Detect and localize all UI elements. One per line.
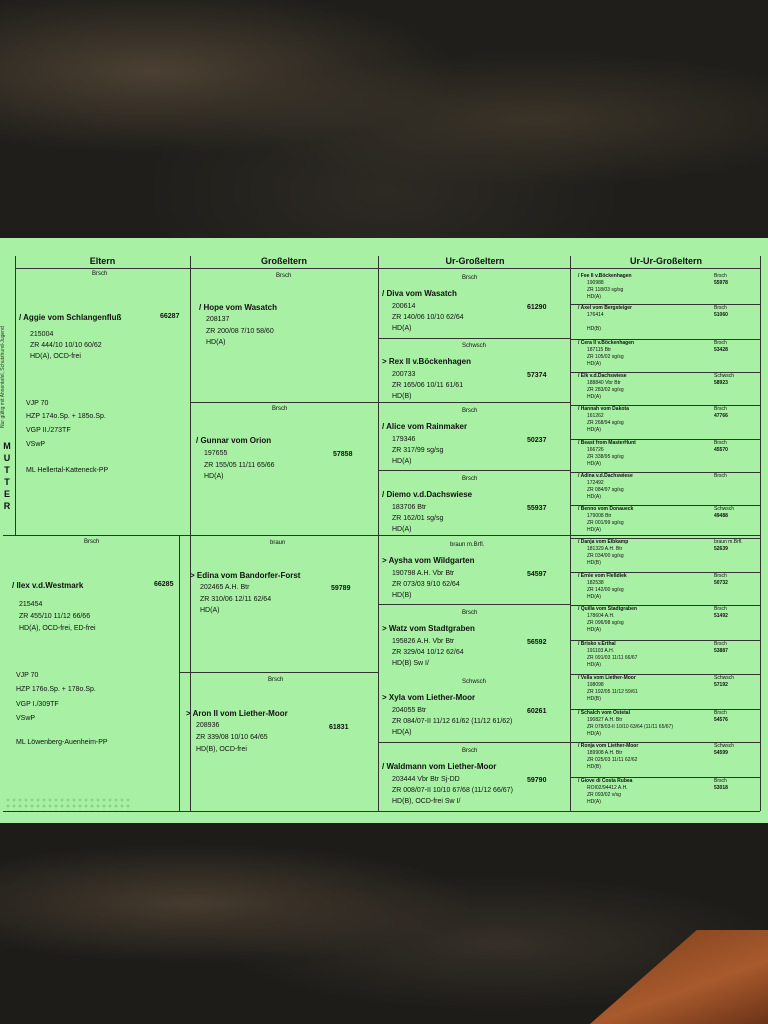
great-grandparent-color: Brsch <box>462 748 478 754</box>
great-grandparent-number: 61290 <box>527 304 547 311</box>
parent-vswp: VSwP <box>16 715 36 722</box>
grid-line <box>179 672 378 673</box>
great-great-grandparent-number: 53428 <box>714 347 728 353</box>
braille-embossing <box>5 797 130 811</box>
great-great-grandparent-hd: HD(A) <box>587 494 601 500</box>
grandparent-name: / Gunnar vom Orion <box>196 436 272 445</box>
grid-line <box>378 338 570 339</box>
great-grandparent-color: braun m.Brfl. <box>450 542 485 548</box>
great-great-grandparent-reg: 178604 A.H. <box>587 613 615 619</box>
great-great-grandparent-zr: ZR 001/99 sg/sg <box>587 520 624 526</box>
grid-line <box>760 256 761 811</box>
great-great-grandparent-name: / Ernie vom Fleßdiek <box>578 573 627 579</box>
great-great-grandparent-zr: ZR 025/03 11/11 62/62 <box>587 757 638 763</box>
parent-hzp: HZP 174o.Sp. + 185o.Sp. <box>26 413 106 420</box>
great-grandparent-hd: HD(B) <box>392 393 412 400</box>
parent-zr: ZR 444/10 10/10 60/62 <box>30 342 102 349</box>
parent-reg: 215454 <box>19 601 43 608</box>
parent-vswp: VSwP <box>26 441 46 448</box>
great-great-grandparent-number: 58923 <box>714 380 728 386</box>
great-grandparent-zr: ZR 084/07-II 11/12 61/62 (11/12 61/62) <box>392 718 513 725</box>
great-great-grandparent-color: braun m.Brfl. <box>714 539 743 545</box>
parent-vgp: VGP I./309TF <box>16 701 59 708</box>
great-great-grandparent-color: Brsch <box>714 573 727 579</box>
header-ururgrosseltern: Ur-Ur-Großeltern <box>572 256 760 269</box>
great-great-grandparent-name: / Ronja vom Liether-Moor <box>578 743 639 749</box>
parent-hzp: HZP 176o.Sp. + 178o.Sp. <box>16 686 96 693</box>
great-grandparent-name: > Watz vom Stadtgraben <box>382 624 475 633</box>
parent-reg: 215004 <box>30 331 54 338</box>
great-grandparent-hd: HD(B) Sw I/ <box>392 660 429 667</box>
great-great-grandparent-hd: HD(A) <box>587 662 601 668</box>
parent-ml: ML Löwenberg-Auenheim-PP <box>16 739 108 746</box>
grandparent-zr: ZR 155/05 11/11 65/66 <box>204 462 275 469</box>
grandparent-hd: HD(A) <box>204 473 224 480</box>
great-great-grandparent-number: 45570 <box>714 447 728 453</box>
great-great-grandparent-zr: ZR 338/95 sg/sg <box>587 454 624 460</box>
great-great-grandparent-name: / Axel vom Bergsteiger <box>578 305 633 311</box>
grandparent-name: > Edina vom Bandorfer-Forst <box>190 571 301 580</box>
header-urgrosseltern: Ur-Großeltern <box>380 256 570 269</box>
great-grandparent-name: > Aysha vom Wildgarten <box>382 556 475 565</box>
grandparent-hd: HD(B), OCD-frei <box>196 746 247 753</box>
parent-number: 66287 <box>160 313 180 320</box>
great-great-grandparent-color: Brsch <box>714 641 727 647</box>
great-great-grandparent-hd: HD(A) <box>587 731 601 737</box>
grandparent-name: > Aron II vom Liether-Moor <box>186 709 288 718</box>
great-great-grandparent-number: 57192 <box>714 682 728 688</box>
great-great-grandparent-hd: HD(A) <box>587 427 601 433</box>
great-great-grandparent-reg: 189908 A.H. Btr <box>587 750 623 756</box>
great-great-grandparent-name: / Quilla vom Stadtgraben <box>578 606 637 612</box>
great-great-grandparent-hd: HD(A) <box>587 361 601 367</box>
grid-line <box>378 604 570 605</box>
parent-number: 66285 <box>154 581 174 588</box>
great-grandparent-number: 54597 <box>527 571 547 578</box>
great-great-grandparent-reg: 176414 <box>587 312 604 318</box>
parent-name: / Ilex v.d.Westmark <box>12 581 84 590</box>
grid-line <box>15 256 16 535</box>
great-grandparent-name: / Diemo v.d.Dachswiese <box>382 490 473 499</box>
great-great-grandparent-name: / Benno vom Donaueck <box>578 506 634 512</box>
great-grandparent-reg: 203444 Vbr Btr Sj-DD <box>392 776 460 783</box>
great-great-grandparent-name: / Schalch vom Ostetal <box>578 710 630 716</box>
great-grandparent-reg: 200733 <box>392 371 416 378</box>
great-great-grandparent-color: Schwsch <box>714 373 735 379</box>
grid-line <box>378 742 570 743</box>
great-great-grandparent-color: Brsch <box>714 305 727 311</box>
great-great-grandparent-number: 47766 <box>714 413 728 419</box>
great-great-grandparent-zr: ZR 093/02 v/sg <box>587 792 621 798</box>
great-grandparent-hd: HD(A) <box>392 729 412 736</box>
great-great-grandparent-color: Brsch <box>714 340 727 346</box>
great-grandparent-hd: HD(B), OCD-frei Sw I/ <box>392 798 461 805</box>
grid-line <box>378 256 379 811</box>
grandparent-name: / Hope vom Wasatch <box>199 303 277 312</box>
great-grandparent-number: 60261 <box>527 708 547 715</box>
great-grandparent-color: Brsch <box>462 476 478 482</box>
great-great-grandparent-color: Brsch <box>714 273 727 279</box>
great-grandparent-number: 57374 <box>527 372 547 379</box>
great-great-grandparent-reg: 188840 Vbr Btr <box>587 380 621 386</box>
great-grandparent-number: 59790 <box>527 777 547 784</box>
grandparent-number: 59789 <box>331 585 351 592</box>
great-grandparent-reg: 204055 Btr <box>392 707 427 714</box>
great-great-grandparent-reg: ROI02/94412 A.H. <box>587 785 628 791</box>
great-great-grandparent-color: Brsch <box>714 606 727 612</box>
great-great-grandparent-zr: ZR 084/97 sg/sg <box>587 487 624 493</box>
parent-ml: ML Hellertal-Katteneck-PP <box>26 467 109 474</box>
great-grandparent-zr: ZR 165/06 10/11 61/61 <box>392 382 464 389</box>
great-great-grandparent-name: / Hannah vom Dakota <box>578 406 629 412</box>
great-great-grandparent-zr: ZR 118/03 sg/sg <box>587 287 624 293</box>
great-great-grandparent-hd: HD(A) <box>587 294 601 300</box>
great-grandparent-number: 50237 <box>527 437 547 444</box>
great-grandparent-zr: ZR 073/03 9/10 62/64 <box>392 581 460 588</box>
great-grandparent-zr: ZR 329/04 10/12 62/64 <box>392 649 464 656</box>
great-grandparent-color: Brsch <box>462 275 478 281</box>
great-great-grandparent-color: Brsch <box>714 778 727 784</box>
great-great-grandparent-color: Schwsch <box>714 743 735 749</box>
granite-countertop-top <box>0 0 768 238</box>
great-great-grandparent-reg: 191103 A.H. <box>587 648 615 654</box>
great-grandparent-reg: 200614 <box>392 303 416 310</box>
parent-color: Brsch <box>92 271 108 277</box>
great-grandparent-reg: 183706 Btr <box>392 504 427 511</box>
great-great-grandparent-number: 49488 <box>714 513 728 519</box>
grandparent-reg: 202465 A.H. Btr <box>200 584 250 591</box>
great-great-grandparent-color: Brsch <box>714 473 727 479</box>
great-great-grandparent-zr: ZR 096/98 sg/sg <box>587 620 624 626</box>
great-great-grandparent-color: Schwsch <box>714 506 735 512</box>
great-grandparent-number: 55937 <box>527 505 547 512</box>
great-grandparent-name: / Diva vom Wasatch <box>382 289 457 298</box>
great-great-grandparent-hd: HD(A) <box>587 394 601 400</box>
grid-line <box>190 256 191 811</box>
header-eltern: Eltern <box>15 256 190 269</box>
great-great-grandparent-name: / Adina v.d.Dachswiese <box>578 473 633 479</box>
great-great-grandparent-reg: 181329 A.H. Btr <box>587 546 623 552</box>
great-great-grandparent-name: / Danja vom Elbkamp <box>578 539 629 545</box>
great-grandparent-reg: 179346 <box>392 436 416 443</box>
great-great-grandparent-zr: ZR 078/03-II 10/10 63/64 (11/11 65/67) <box>587 724 673 730</box>
great-great-grandparent-zr: ZR 034/00 sg/sg <box>587 553 624 559</box>
grandparent-reg: 208936 <box>196 722 220 729</box>
great-great-grandparent-hd: HD(A) <box>587 461 601 467</box>
great-great-grandparent-color: Schwsch <box>714 675 735 681</box>
great-grandparent-hd: HD(A) <box>392 325 412 332</box>
great-great-grandparent-number: 53887 <box>714 648 728 654</box>
grandparent-color: braun <box>270 540 286 546</box>
great-grandparent-number: 56592 <box>527 639 547 646</box>
great-grandparent-reg: 190798 A.H. Vbr Btr <box>392 570 455 577</box>
great-great-grandparent-hd: HD(A) <box>587 627 601 633</box>
parent-hd: HD(A), OCD-frei, ED-frei <box>19 625 96 632</box>
pedigree-paper <box>0 238 768 823</box>
great-great-grandparent-number: 55978 <box>714 280 728 286</box>
great-great-grandparent-number: 54576 <box>714 717 728 723</box>
great-great-grandparent-name: / Elk v.d.Dachswiese <box>578 373 627 379</box>
great-great-grandparent-hd: HD(A) <box>587 799 601 805</box>
great-grandparent-name: / Alice vom Rainmaker <box>382 422 468 431</box>
grandparent-reg: 208137 <box>206 316 230 323</box>
great-great-grandparent-reg: 187115 Btr <box>587 347 612 353</box>
great-grandparent-zr: ZR 140/06 10/10 62/64 <box>392 314 464 321</box>
great-great-grandparent-hd: HD(A) <box>587 527 601 533</box>
parent-vjp: VJP 70 <box>16 672 39 679</box>
great-great-grandparent-number: 54599 <box>714 750 728 756</box>
grandparent-color: Brsch <box>276 273 292 279</box>
parent-color: Brsch <box>84 539 100 545</box>
grid-line <box>378 470 570 471</box>
grid-line <box>190 402 378 403</box>
grandparent-number: 57858 <box>333 451 353 458</box>
grandparent-color: Brsch <box>268 677 284 683</box>
grandparent-zr: ZR 339/08 10/10 64/65 <box>196 734 268 741</box>
great-great-grandparent-color: Brsch <box>714 710 727 716</box>
great-great-grandparent-zr: ZR 105/02 sg/sg <box>587 354 624 360</box>
great-great-grandparent-name: / Cera II v.Böckenhagen <box>578 340 635 346</box>
grid-line <box>15 268 760 269</box>
great-great-grandparent-reg: 166726 <box>587 447 604 453</box>
great-grandparent-name: / Waldmann vom Liether-Moor <box>382 762 497 771</box>
great-grandparent-color: Schwsch <box>462 679 487 685</box>
great-great-grandparent-name: / Fee II v.Böckenhagen <box>578 273 632 279</box>
great-grandparent-color: Schwsch <box>462 343 487 349</box>
great-great-grandparent-reg: 172492 <box>587 480 604 486</box>
great-great-grandparent-reg: 182538 <box>587 580 604 586</box>
great-great-grandparent-reg: 198098 <box>587 682 604 688</box>
great-grandparent-color: Brsch <box>462 408 478 414</box>
great-great-grandparent-reg: 190827 A.H. Btr <box>587 717 623 723</box>
great-grandparent-hd: HD(B) <box>392 592 412 599</box>
parent-hd: HD(A), OCD-frei <box>30 353 81 360</box>
grid-line <box>378 402 570 403</box>
grid-line <box>3 535 760 536</box>
header-grosseltern: Großeltern <box>190 256 378 269</box>
great-grandparent-zr: ZR 317/99 sg/sg <box>392 447 444 454</box>
parent-name: / Aggie vom Schlangenfluß <box>19 313 122 322</box>
great-grandparent-reg: 195826 A.H. Vbr Btr <box>392 638 455 645</box>
great-great-grandparent-name: / Giove di Costa Rubea <box>578 778 633 784</box>
great-great-grandparent-number: 52639 <box>714 546 728 552</box>
great-great-grandparent-reg: 179008 Btr <box>587 513 612 519</box>
great-great-grandparent-reg: 190988 <box>587 280 604 286</box>
great-great-grandparent-zr: ZR 268/94 sg/sg <box>587 420 624 426</box>
parent-zr: ZR 455/10 11/12 66/66 <box>19 613 91 620</box>
great-great-grandparent-number: 51492 <box>714 613 728 619</box>
great-great-grandparent-hd: HD(B) <box>587 696 601 702</box>
great-grandparent-color: Brsch <box>462 610 478 616</box>
great-great-grandparent-zr: ZR 142/00 sg/sg <box>587 587 624 593</box>
great-great-grandparent-hd: HD(A) <box>587 594 601 600</box>
great-great-grandparent-zr: ZR 091/03 11/11 66/67 <box>587 655 638 661</box>
great-great-grandparent-name: / Vella vom Liether-Moor <box>578 675 636 681</box>
great-great-grandparent-zr: ZR 192/05 11/12 59/61 <box>587 689 638 695</box>
grandparent-reg: 197655 <box>204 450 228 457</box>
grandparent-hd: HD(A) <box>206 339 226 346</box>
great-grandparent-name: > Xyla vom Liether-Moor <box>382 693 476 702</box>
grandparent-hd: HD(A) <box>200 607 220 614</box>
great-great-grandparent-zr: ZR 283/02 sg/sg <box>587 387 624 393</box>
great-great-grandparent-number: 51060 <box>714 312 728 318</box>
great-grandparent-name: > Rex II v.Böckenhagen <box>382 357 472 366</box>
grandparent-color: Brsch <box>272 406 288 412</box>
great-grandparent-hd: HD(A) <box>392 458 412 465</box>
parent-vjp: VJP 70 <box>26 400 49 407</box>
great-grandparent-hd: HD(A) <box>392 526 412 533</box>
grid-line <box>3 811 760 812</box>
mutter-label: M U T T E R <box>3 441 11 511</box>
great-great-grandparent-color: Brsch <box>714 440 727 446</box>
great-great-grandparent-color: Brsch <box>714 406 727 412</box>
great-great-grandparent-hd: HD(B) <box>587 560 601 566</box>
great-great-grandparent-name: / Brisko v.Erthal <box>578 641 616 647</box>
great-great-grandparent-number: 50732 <box>714 580 728 586</box>
grandparent-number: 61831 <box>329 724 349 731</box>
grandparent-zr: ZR 310/06 12/11 62/64 <box>200 596 272 603</box>
grid-line <box>179 535 180 811</box>
great-grandparent-zr: ZR 008/07-II 10/10 67/68 (11/12 66/67) <box>392 787 513 794</box>
great-great-grandparent-hd: HD(B) <box>587 764 601 770</box>
side-print-text: Nur gültig mit Ahnentafel, Schutzhund-Jugend <box>0 326 6 428</box>
grandparent-zr: ZR 200/08 7/10 58/60 <box>206 328 274 335</box>
great-great-grandparent-hd: HD(B) <box>587 326 601 332</box>
parent-vgp: VGP II./273TF <box>26 427 71 434</box>
great-great-grandparent-reg: 161262 <box>587 413 604 419</box>
great-grandparent-zr: ZR 162/01 sg/sg <box>392 515 444 522</box>
great-great-grandparent-name: / Beast from MasterHunt <box>578 440 636 446</box>
great-great-grandparent-number: 53018 <box>714 785 728 791</box>
